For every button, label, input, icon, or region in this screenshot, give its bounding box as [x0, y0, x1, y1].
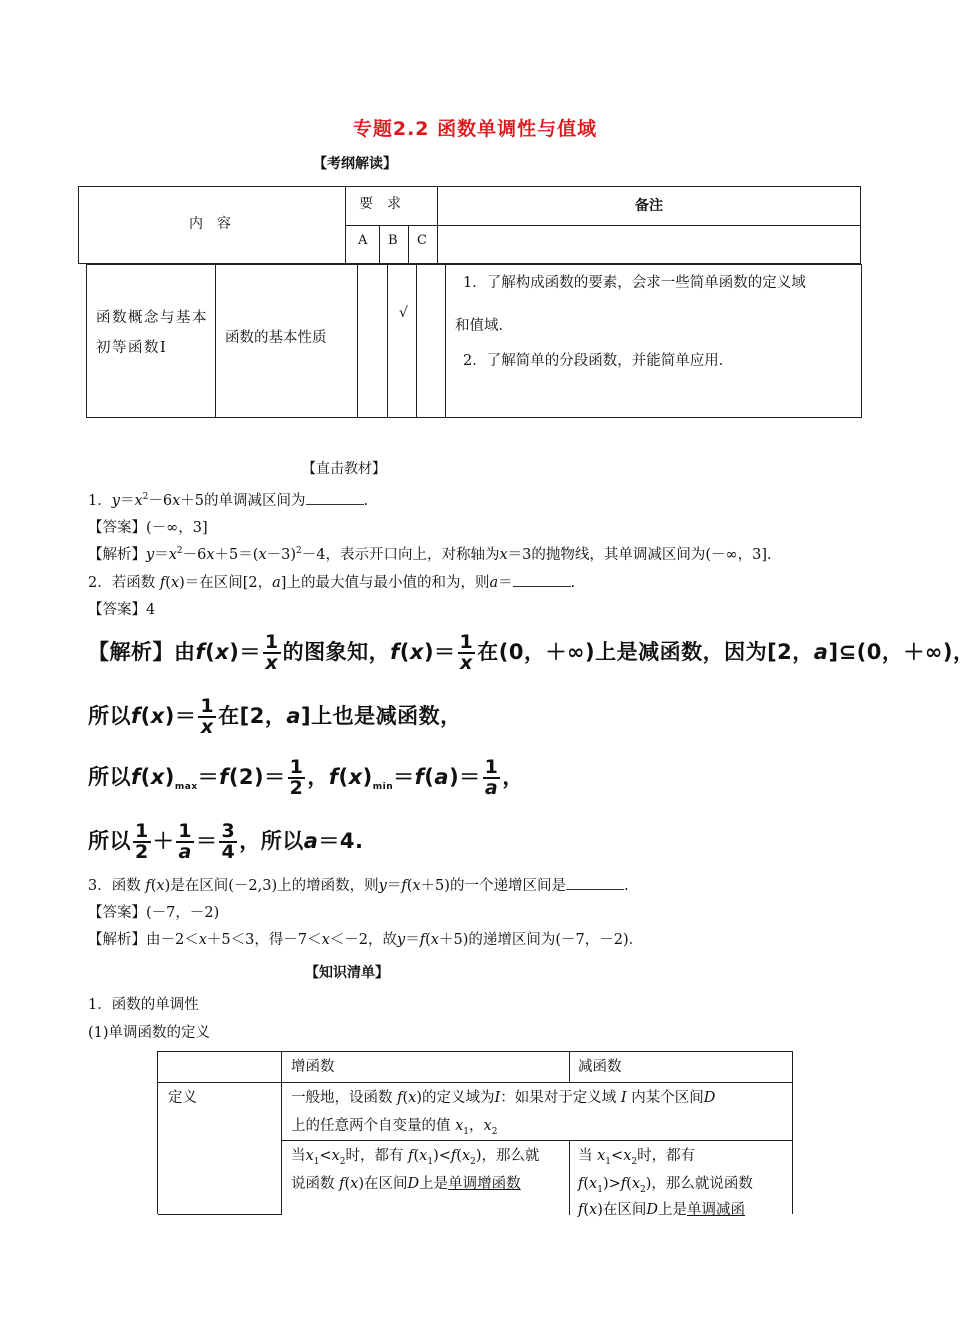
remark-line-1: 1．了解构成函数的要素，会求一些简单函数的定义域 [463, 275, 806, 291]
analysis-2-line-2: 所以f(x)＝ $\frac{1}{x}$ 在[2，a]上也是减函数， [88, 695, 462, 738]
increasing-def-line-2: 说函数 f(x)在区间D上是单调增函数 [291, 1176, 521, 1192]
common-condition-line-2: 上的任意两个自变量的值 $x_1$，$x_2$ [291, 1118, 498, 1137]
section-heading-outline: 【考纲解读】 [313, 156, 397, 172]
col-increasing: 增函数 [291, 1059, 335, 1075]
section-heading-textbook: 【直击教材】 [302, 461, 386, 477]
level-c: C [417, 233, 427, 248]
analysis-2-line-4: 所以 $\frac{1}{2}$ ＋ $\frac{1}{a}$ ＝ $\frac{3}{4}$ ，所以a＝4. [88, 820, 364, 863]
col-content-label: 内 容 [189, 216, 231, 232]
remark-line-2: 和值域． [455, 318, 513, 334]
knowledge-1-1: (1)单调函数的定义 [88, 1025, 211, 1041]
answer-3: 【答案】(－7，－2) [88, 905, 220, 921]
section-heading-knowledge: 【知识清单】 [305, 965, 389, 981]
page-title: 专题2.2 函数单调性与值域 [352, 118, 598, 140]
col-decreasing: 减函数 [578, 1059, 622, 1075]
knowledge-1: 1．函数的单调性 [88, 997, 199, 1013]
decreasing-def-line-3: f(x)在区间D上是单调减函 [578, 1202, 746, 1218]
outline-table-row [86, 264, 862, 418]
row-topic: 函数的基本性质 [225, 330, 327, 346]
col-remark-label: 备注 [635, 198, 663, 214]
question-2: 2．若函数 f(x)＝在区间[2，a]上的最大值与最小值的和为，则a＝ . [88, 575, 576, 591]
question-3: 3．函数 f(x)是在区间(－2,3)上的增函数，则y＝f(x＋5)的一个递增区间是 . [88, 878, 629, 894]
col-requirement-label: 要 求 [359, 196, 401, 212]
analysis-2-line-3: 所以$f(x)_{max}=f(2)=$ $\frac{1}{2}$ ，$f(x)_{min}=f(a)=$ $\frac{1}{a}$ ， [88, 756, 524, 799]
analysis-3: 【解析】由－2＜x＋5＜3，得－7＜x＜－2，故y＝f(x＋5)的递增区间为(－7，－2)． [88, 932, 644, 948]
question-1: 1．$y=x^2-6x+5$的单调减区间为 . [88, 492, 369, 509]
decreasing-def-line-1: 当 $x_1<x_2$时，都有 [578, 1148, 696, 1167]
common-condition-line-1: 一般地，设函数 f(x)的定义域为I：如果对于定义域 I 内某个区间D [291, 1090, 716, 1106]
check-mark: √ [399, 305, 408, 321]
level-b: B [388, 233, 398, 248]
answer-2: 【答案】4 [88, 602, 156, 618]
answer-1: 【答案】(－∞，3] [88, 520, 208, 536]
analysis-1: 【解析】$y=x^2-6x+5=(x-3)^2-4$，表示开口向上，对称轴为x＝3的抛物线，其单调减区间为(－∞，3]． [88, 546, 782, 563]
remark-line-3: 2．了解简单的分段函数，并能简单应用． [463, 353, 734, 369]
increasing-def-line-1: 当$x_1<x_2$时，都有 $f(x_1)<f(x_2)$，那么就 [291, 1148, 540, 1167]
row-category: 函数概念与基本初等函数Ⅰ [96, 310, 208, 356]
decreasing-def-line-2: $f(x_1)>f(x_2)$，那么就说函数 [578, 1176, 753, 1195]
definition-table [157, 1051, 793, 1218]
analysis-2-line-1: 【解析】由f(x)＝ $\frac{1}{x}$ 的图象知，f(x)＝ $\frac{1}{x}$ 在(0，＋∞)上是减函数，因为[2，a]⊆(0，＋∞)， [88, 631, 974, 674]
outline-table-header [78, 186, 861, 264]
row-definition: 定义 [168, 1090, 197, 1106]
level-a: A [358, 233, 368, 248]
